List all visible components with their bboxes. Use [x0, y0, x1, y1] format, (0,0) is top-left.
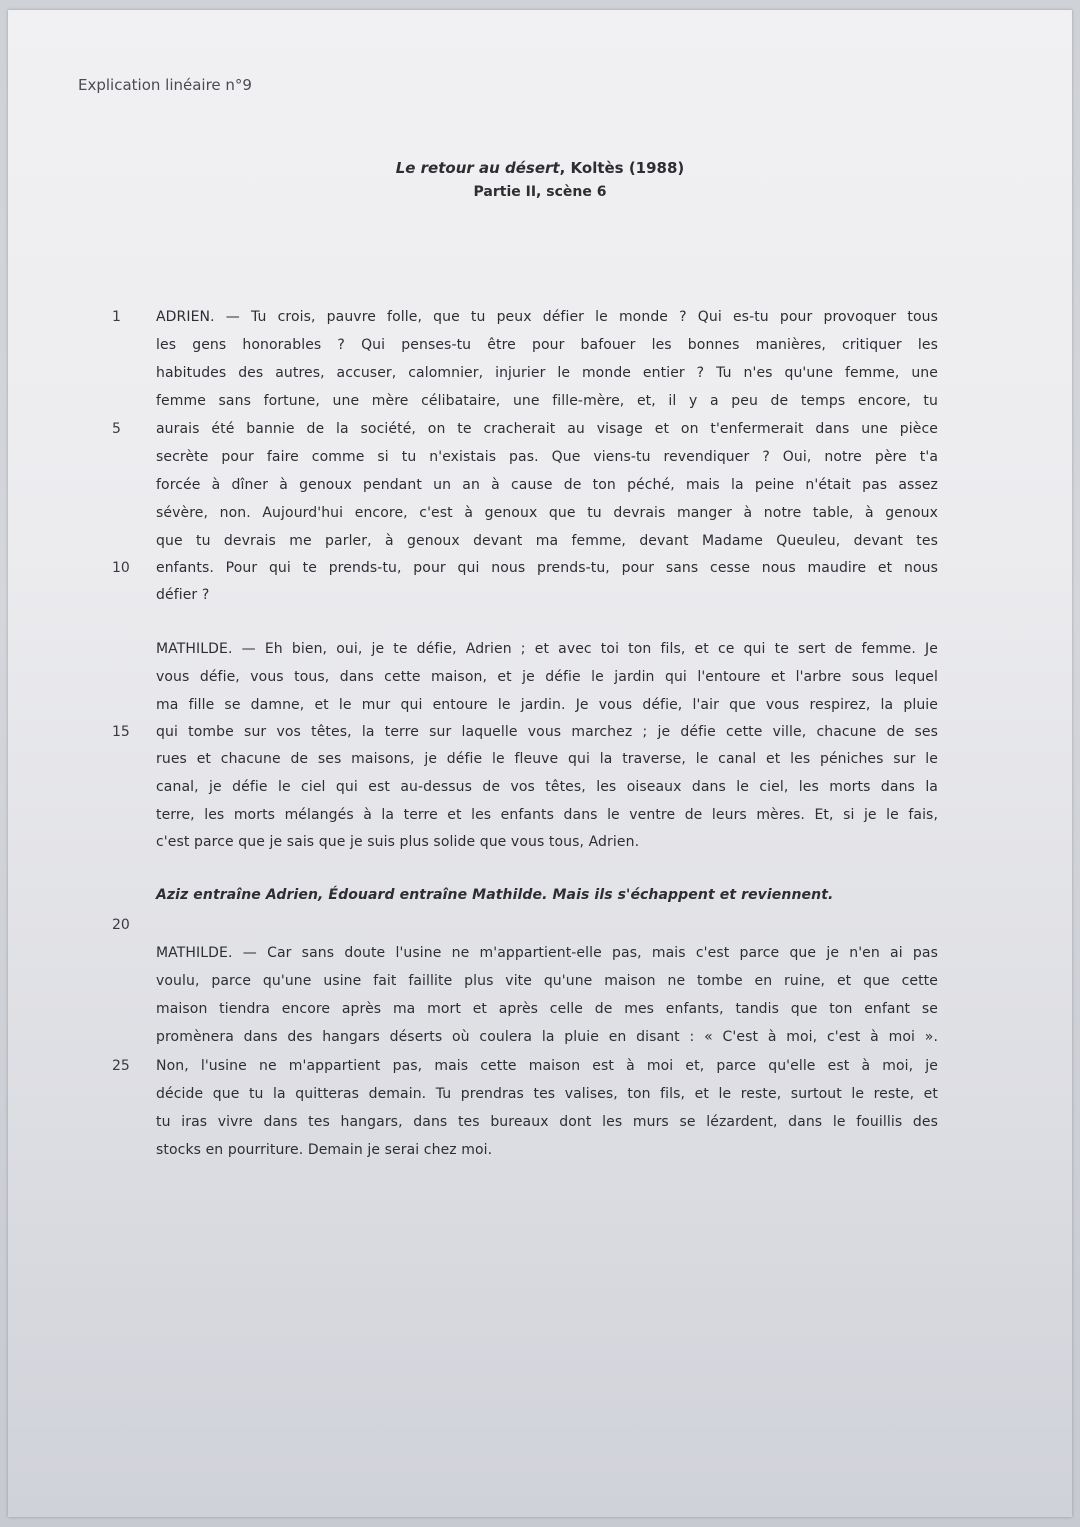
document-title	[8, 156, 1072, 180]
mathilde-line: qui tombe sur vos têtes, la terre sur laquelle vous marchez ; je défie cette ville, chacune de ses	[156, 724, 938, 740]
adrien-line: sévère, non. Aujourd'hui encore, c'est à genoux que tu devrais manger à notre table, à genoux	[156, 505, 938, 521]
adrien-line: habitudes des autres, accuser, calomnier, injurier le monde entier ? Tu n'es qu'une femme, une	[156, 365, 938, 381]
author-year: , Koltès (1988)	[559, 159, 685, 177]
mathilde-line: stocks en pourriture. Demain je serai chez moi.	[156, 1142, 493, 1158]
adrien-line: que tu devrais me parler, à genoux devant ma femme, devant Madame Queuleu, devant tes	[156, 533, 938, 549]
adrien-line: les gens honorables ? Qui penses-tu être pour bafouer les bonnes manières, critiquer les	[156, 337, 938, 353]
mathilde-line: vous défie, vous tous, dans cette maison, et je défie le jardin qui l'entoure et l'arbre sous lequel	[156, 669, 938, 685]
mathilde-line: ma fille se damne, et le mur qui entoure le jardin. Je vous défie, l'air que vous respirez, la pluie	[156, 697, 938, 713]
adrien-line: enfants. Pour qui te prends-tu, pour qui nous prends-tu, pour sans cesse nous maudire et nous	[156, 560, 938, 576]
line-number: 15	[112, 724, 130, 740]
mathilde-line: c'est parce que je sais que je suis plus solide que vous tous, Adrien.	[156, 834, 640, 850]
adrien-line: aurais été bannie de la société, on te cracherait au visage et on t'enfermerait dans une pièce	[156, 421, 938, 437]
line-number: 10	[112, 560, 130, 576]
mathilde-line: tu iras vivre dans tes hangars, dans tes bureaux dont les murs se lézardent, dans le fouillis des	[156, 1114, 938, 1130]
mathilde-line: maison tiendra encore après ma mort et après celle de mes enfants, tandis que ton enfant se	[156, 1001, 938, 1017]
line-number: 25	[112, 1058, 130, 1074]
mathilde-line: Non, l'usine ne m'appartient pas, mais cette maison est à moi et, parce qu'elle est à moi, je	[156, 1058, 938, 1074]
line-number: 1	[112, 309, 121, 325]
document-page	[8, 10, 1072, 1517]
adrien-line: ADRIEN. — Tu crois, pauvre folle, que tu peux défier le monde ? Qui es-tu pour provoquer tous	[156, 309, 938, 325]
mathilde-line: canal, je défie le ciel qui est au-dessus de vos têtes, les oiseaux dans le ciel, les morts dans la	[156, 779, 938, 795]
mathilde-line: promènera dans des hangars déserts où coulera la pluie en disant : « C'est à moi, c'est à moi ».	[156, 1029, 938, 1045]
adrien-line: forcée à dîner à genoux pendant un an à cause de ton péché, mais la peine n'était pas assez	[156, 477, 938, 493]
adrien-line: défier ?	[156, 587, 210, 603]
adrien-line: femme sans fortune, une mère célibataire, une fille-mère, et, il y a peu de temps encore, tu	[156, 393, 938, 409]
mathilde-line: rues et chacune de ses maisons, je défie le fleuve qui la traverse, le canal et les péniches sur le	[156, 751, 938, 767]
mathilde-line: voulu, parce qu'une usine fait faillite plus vite qu'une maison ne tombe en ruine, et que cette	[156, 973, 938, 989]
document-subtitle: Partie II, scène 6	[473, 184, 607, 200]
mathilde-line: décide que tu la quitteras demain. Tu prendras tes valises, ton fils, et le reste, surtout le reste, et	[156, 1086, 938, 1102]
line-number: 20	[112, 917, 130, 933]
stage-direction: Aziz entraîne Adrien, Édouard entraîne Mathilde. Mais ils s'échappent et reviennent.	[156, 887, 834, 903]
mathilde-line: terre, les morts mélangés à la terre et les enfants dans le ventre de leurs mères. Et, si je le fais,	[156, 807, 938, 823]
adrien-line: secrète pour faire comme si tu n'existais pas. Que viens-tu revendiquer ? Oui, notre père t'a	[156, 449, 938, 465]
mathilde-line: MATHILDE. — Eh bien, oui, je te défie, Adrien ; et avec toi ton fils, et ce qui te sert de femme. Je	[156, 641, 938, 657]
line-number: 5	[112, 421, 121, 437]
header-label: Explication linéaire n°9	[78, 76, 252, 94]
title-block	[8, 156, 1072, 204]
mathilde-line: MATHILDE. — Car sans doute l'usine ne m'appartient-elle pas, mais c'est parce que je n'en ai pas	[156, 945, 938, 961]
work-title: Le retour au désert	[395, 159, 560, 177]
